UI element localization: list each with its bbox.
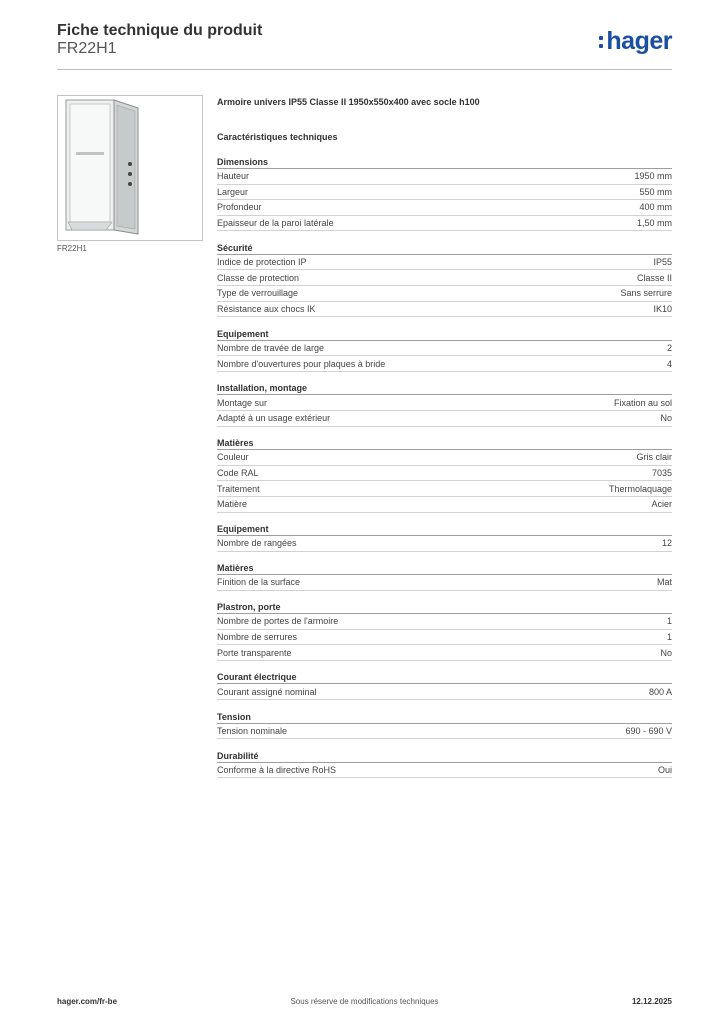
spec-section	[217, 671, 672, 700]
spec-label: Epaisseur de la paroi latérale	[217, 218, 334, 229]
spec-value: 1,50 mm	[636, 218, 672, 229]
logo-text: hager	[606, 27, 672, 55]
spec-row	[217, 630, 672, 646]
hager-logo	[599, 27, 672, 55]
spec-label: Montage sur	[217, 397, 268, 408]
spec-section	[217, 156, 672, 231]
spec-section	[217, 601, 672, 661]
spec-row	[217, 286, 672, 302]
footer-website: hager.com/fr-be	[57, 997, 118, 1006]
spec-value: 7035	[651, 468, 672, 479]
spec-row	[217, 536, 672, 552]
spec-value: 800 A	[648, 686, 672, 697]
spec-label: Nombre de travée de large	[217, 343, 325, 354]
spec-label: Type de verrouillage	[217, 288, 299, 299]
section-title: Installation, montage	[217, 382, 672, 395]
spec-row	[217, 200, 672, 216]
specs-title: Caractéristiques techniques	[217, 132, 338, 142]
spec-sections	[217, 156, 672, 778]
spec-row	[217, 497, 672, 513]
section-title: Dimensions	[217, 156, 672, 169]
spec-value: 1	[666, 616, 672, 627]
product-reference: FR22H1	[57, 40, 117, 57]
spec-value: Gris clair	[636, 452, 672, 463]
spec-label: Nombre d'ouvertures pour plaques à bride	[217, 358, 386, 369]
product-content	[217, 95, 672, 789]
spec-label: Profondeur	[217, 202, 262, 213]
spec-section	[217, 562, 672, 591]
spec-row	[217, 395, 672, 411]
spec-label: Indice de protection IP	[217, 257, 307, 268]
spec-value: Classe II	[636, 272, 672, 283]
spec-row	[217, 216, 672, 232]
spec-value: 550 mm	[639, 186, 672, 197]
spec-section	[217, 382, 672, 426]
section-title: Plastron, porte	[217, 601, 672, 614]
spec-value: Sans serrure	[620, 288, 672, 299]
spec-section	[217, 242, 672, 317]
spec-row	[217, 450, 672, 466]
spec-section	[217, 437, 672, 512]
spec-value: 2	[666, 343, 672, 354]
cabinet-image	[58, 96, 202, 240]
spec-section	[217, 711, 672, 740]
spec-row	[217, 645, 672, 661]
spec-value: Mat	[656, 577, 672, 588]
spec-value: Fixation au sol	[613, 397, 672, 408]
product-image	[57, 95, 203, 241]
spec-label: Largeur	[217, 186, 249, 197]
footer-date: 12.12.2025	[631, 997, 672, 1006]
spec-value: Oui	[657, 764, 672, 775]
footer-notice: Sous réserve de modifications techniques	[290, 997, 439, 1006]
spec-row	[217, 356, 672, 372]
spec-label: Porte transparente	[217, 647, 292, 658]
section-title: Matières	[217, 437, 672, 450]
page-header	[57, 22, 672, 70]
spec-row	[217, 575, 672, 591]
section-title: Durabilité	[217, 750, 672, 763]
spec-label: Nombre de portes de l'armoire	[217, 616, 339, 627]
spec-label: Finition de la surface	[217, 577, 301, 588]
section-title: Tension	[217, 711, 672, 724]
image-caption: FR22H1	[57, 244, 87, 253]
spec-row	[217, 185, 672, 201]
document-title: Fiche technique du produit	[57, 22, 263, 39]
spec-section	[217, 328, 672, 372]
spec-value: Thermolaquage	[608, 483, 672, 494]
spec-value: 12	[661, 538, 672, 549]
spec-value: IP55	[653, 257, 672, 268]
spec-value: 1	[666, 632, 672, 643]
spec-label: Couleur	[217, 452, 249, 463]
section-title: Sécurité	[217, 242, 672, 255]
spec-row	[217, 684, 672, 700]
spec-row	[217, 255, 672, 271]
product-name: Armoire univers IP55 Classe II 1950x550x400 avec socle h100	[217, 97, 480, 107]
section-title: Equipement	[217, 328, 672, 341]
spec-value: 4	[666, 358, 672, 369]
spec-label: Nombre de rangées	[217, 538, 297, 549]
spec-row	[217, 466, 672, 482]
spec-section	[217, 750, 672, 779]
spec-label: Courant assigné nominal	[217, 686, 317, 697]
section-title: Courant électrique	[217, 671, 672, 684]
spec-label: Conforme à la directive RoHS	[217, 764, 337, 775]
section-title: Matières	[217, 562, 672, 575]
spec-label: Classe de protection	[217, 272, 300, 283]
spec-row	[217, 411, 672, 427]
spec-row	[217, 481, 672, 497]
spec-row	[217, 302, 672, 318]
logo-dots-icon	[599, 33, 604, 49]
page-footer	[57, 997, 672, 1011]
spec-row	[217, 614, 672, 630]
spec-label: Matière	[217, 499, 248, 510]
section-title: Equipement	[217, 523, 672, 536]
spec-label: Résistance aux chocs IK	[217, 303, 316, 314]
spec-row	[217, 763, 672, 779]
spec-label: Hauteur	[217, 171, 250, 182]
spec-row	[217, 270, 672, 286]
spec-row	[217, 341, 672, 357]
spec-section	[217, 523, 672, 552]
spec-value: 400 mm	[639, 202, 672, 213]
spec-value: 690 - 690 V	[625, 725, 672, 736]
spec-label: Nombre de serrures	[217, 632, 298, 643]
spec-value: IK10	[653, 303, 672, 314]
spec-value: 1950 mm	[634, 171, 672, 182]
spec-label: Code RAL	[217, 468, 259, 479]
spec-value: No	[660, 413, 672, 424]
spec-value: No	[660, 647, 672, 658]
spec-label: Tension nominale	[217, 725, 288, 736]
spec-value: Acier	[651, 499, 672, 510]
spec-label: Adapté à un usage extérieur	[217, 413, 331, 424]
spec-row	[217, 169, 672, 185]
spec-row	[217, 724, 672, 740]
spec-label: Traitement	[217, 483, 260, 494]
